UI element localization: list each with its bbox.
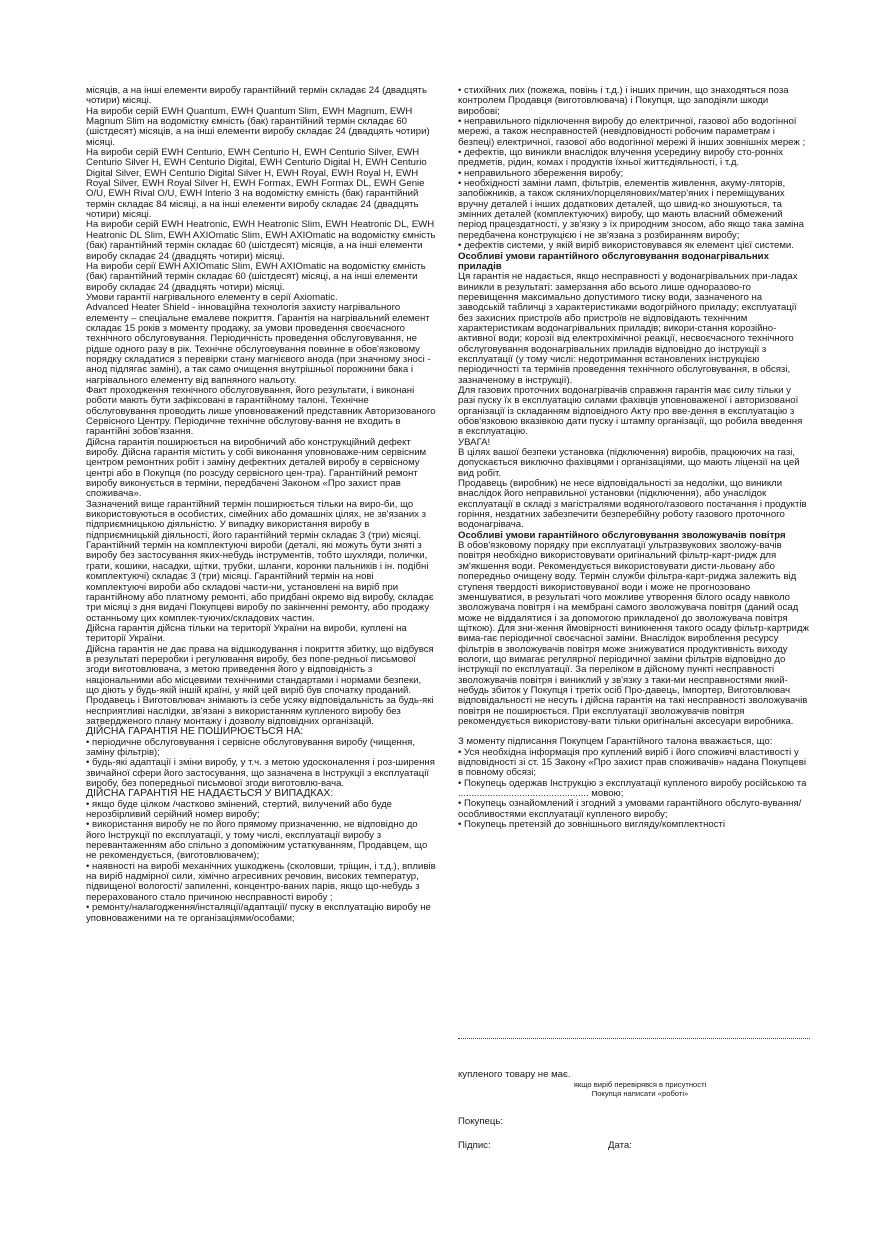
paragraph: Дійсна гарантія не дає права на відшкодування і покриття збитку, що відбувся в результаті переробки і регулювання виробу, без попе-редньої письмової згоди виготовлювача, з метою приведення його у відповідність з національними або місцевими технічними стандартами і нормами безпеки, що діють у будь-якій іншій країні, у якій цей виріб був спочатку проданий. — [86, 643, 434, 696]
presence-note-1: якщо виріб перевірявся в присутності — [573, 1080, 707, 1089]
paragraph: В обов'язковому порядку при експлуатації ультразвукових зволожу-вачів повітря необхідно використовувати оригінальний фільтр-карт-ридж для зм'якшення води. Рекомендується використовувати дисти-льовану або попередньо очищену воду. Термін служби фільтра-карт-риджа залежить від ступеня твердості використовуваної води і може не прогнозовано зменшуватися, в результаті чого можливе утворення білого осаду навколо зволожувача повітря і на мембрані самого зволожувача повітря (даний осад може не віддалятися і за допомогою прикладеної до зволожувача повітря щіткою). Для зни-ження ймовірності виникнення такого осаду фільтр-картридж вима-гає періодичної своєчасної заміни. Внаслідок вироблення ресурсу фільтрів в зволожувачів повітря може знижуватися продуктивність виходу вологи, що вимагає регулярної періодичної заміни фільтрів відповідно до інструкції по експлуатації. За переліком в дійсному пункті несправності зволожувачів повітря і виниклий у зв'язку з таки-ми несправностями який-небудь збиток у Покупця і третіх осіб Про-давець, Імпортер, Виготовлювач відповідальності не несуть і дійсна гарантія на такі несправності зволожувачів повітря не поширюється. При експлуатації зволожувачів повітря рекомендується використову-вати тільки оригінальні аксесуари виробника. — [458, 540, 809, 727]
paragraph: • неправильного збереження виробу; — [458, 167, 624, 179]
signature-label: Підпис: — [458, 1140, 491, 1151]
paragraph: • якщо буде цілком /частково змінений, стертий, вилучений або буде нерозбірливий серійний номер виробу; — [86, 798, 392, 821]
buyer-label: Покупець: — [458, 1116, 504, 1127]
paragraph: Дійсна гарантія поширюється на виробничий або конструкційний дефект виробу. Дійсна гарантія містить у собі виконання уповноваже-ним сервісним центром ремонтних робіт і заміну дефектних деталей виробу в сервісному центрі або в Покупця (по розсуду сервісного цен-тра). Гарантійний ремонт виробу виконується в терміни, передбачені Законом «Про захист прав споживача». — [86, 436, 427, 500]
paragraph: Для газових проточних водонагрівачів справжня гарантія має силу тільки у разі пуску їх в експлуатацію силами фахівців уповноваженої і авторизованої організації із складанням відповідного Акту про вве-дення в експлуатацію з обов'язковою вказівкою дати пуску і штампу організації, що робила введення в експлуатацію. — [458, 384, 803, 438]
paragraph: З моменту підписання Покупцем Гарантійного талона вважається, що: — [458, 736, 773, 748]
paragraph: • ремонту/налагодження/інсталяції/адаптації/ пуску в експлуатацію виробу не уповноваженими на те організаціями/особами; — [86, 902, 431, 924]
paragraph: • Покупець претензій до зовнішнього вигляду/комплектності — [458, 819, 726, 831]
paragraph: • періодичне обслуговування і сервісне обслуговування виробу (чищення, заміну фільтрів); — [86, 736, 415, 758]
paragraph: • Покупець ознайомлений і згодний з умовами гарантійного обслуго-вування/особливостями експлуатації купленого виробу; — [458, 798, 802, 820]
paragraph: • дефектів системи, у якій виріб використовувався як елемент цієї системи. — [458, 240, 794, 252]
paragraph: Продавець (виробник) не несе відповідальності за недоліки, що виникли внаслідок його неправильної установки (підключення), або унаслідок експлуатації в складі з магістралями водяного/газового постачання і продуктів горіння, нездатних забезпечити безперебійну роботу газового проточного водонагрівача. — [458, 478, 807, 531]
paragraph: На вироби серій EWH Heatronic, EWH Heatronic Slim, EWH Heatronic DL, EWH Heatronic DL Slim, EWH AXIOmatic Slim, EWH AXIOmatic на водомістку ємність (бак) гарантійний термін складає 60 (шістдесят) місяців, а на інші елементи виробу складає 24 (двадцять чотири) місяці. — [86, 219, 436, 262]
paragraph: • використання виробу не по його прямому призначенню, не відповідно до його Інструкції по експлуатації, у тому числі, експлуатації виробу з перевантаженням або спільно з допоміжним устаткуванням, Продавцем, що не рекомендується, (виготовлювачем); — [86, 819, 428, 862]
paragraph: УВАГА! — [458, 436, 491, 448]
paragraph: місяців, а на інші елементи виробу гарантійний термін складає 24 (двадцять чотири) місяці. — [86, 85, 427, 107]
paragraph: Ця гарантія не надається, якщо несправності у водонагрівальних при-ладах виникли в результаті: замерзання або всього лише одноразово-го перевищення максимально допустимого тиску води, зазначеного на заводській табличці з характеристиками водогрійного приладу; експлуатації без захисних пристроїв або пристроїв не відповідають технічним характеристикам водонагрівальних приладів; викори-стання корозійно-активної води; корозії від електрохімічної реакції, несвоєчасного технічного обслуговування водонагрівальних приладів відповідно до інструкції з експлуатації (у тому числі: недотримання встановлених інструкцією періодичності та термінів проведення технічного обслуговування, в обсязі, зазначеному в інструкції). — [458, 271, 798, 386]
paragraph: В цілях вашої безпеки установка (підключення) виробів, працюючих на газі, допускається виключно фахівцями і організаціями, що мають ліцензії на цей вид робіт. — [458, 447, 800, 479]
paragraph: Продавець і Виготовлювач знімають із себе усяку відповідальність за будь-які несприятливі наслідки, зв'язані з використанням купленого виробу без затвердженого плану монтажу і дозволу відповідних організацій. — [86, 695, 434, 727]
paragraph: Дійсна гарантія дійсна тільки на території України на вироби, куплені на території України. — [86, 622, 407, 645]
paragraph: На вироби серій EWH Quantum, EWH Quantum Slim, EWH Magnum, EWH Magnum Slim на водомістку ємність (бак) гарантійний термін складає 60 (шістдесят) місяців, а на інші елементи виробу складає 24 (двадцять чотири) місяці. — [86, 105, 430, 148]
paragraph: ДІЙСНА ГАРАНТІЯ НЕ ПОШИРЮЄТЬСЯ НА: — [86, 726, 304, 738]
paragraph: • будь-які адаптації і зміни виробу, у т.ч. з метою удосконалення і роз-ширення звичайної сфери його застосування, що зазначена в Інструкції з експлуатації виробу, без попередньої письмової згоди виготовлю-вача. — [86, 757, 435, 790]
paragraph: • дефектів, що виникли внаслідок влучення усередину виробу сто-ронніх предметів, рідин, комах і продуктів їхньої життєдіяльності, і т.д. — [458, 147, 784, 169]
paragraph: Зазначений вище гарантійний термін поширюється тільки на виро-би, що використовуються в особистих, сімейних або домашніх цілях, не зв'язаних з підприємницькою діяльністю. У випадку використання виробу в підприємницькій діяльності, його гарантійний термін складає 3 (три) місяці. Гарантійний термін на комплектуючі вироби (деталі, які можуть бути зняті з виробу без застосування яких-небудь інструментів, тобто шухляди, полички, грати, кошики, насадки, щітки, трубки, шланги, коронки пальників і ін. подібні комплектуючі) складає 3 (три) місяці. Гарантійний термін на нові комплектуючі вироби або складові части-ни, установлені на виріб при гарантійному або платному ремонті, або придбані окремо від виробу, складає три місяці з дня видачі Покупцеві виробу по закінченні ремонту, або продажу останньому цих комплек-туючих/складових частин. — [86, 498, 434, 624]
paragraph: Факт проходження технічного обслуговування, його результати, і виконані роботи мають бути зафіксовані в гарантійному талоні. Технічне обслуговування проводить лише уповноважений представник Авторизованого Сервісного Центру. Періодичне технічне обслугову-вання не входить в гарантійні зобов'язання. — [86, 384, 436, 438]
paragraph: • Уся необхідна інформація про куплений виріб і його споживчі властивості у відповідності зі ст. 15 Закону «Про захист прав споживачів» надана Покупцеві в повному обсязі; — [458, 746, 806, 779]
paragraph: • стихійних лих (пожежа, повінь і т.д.) і інших причин, що знаходяться поза контролем Продавця (виготовлювача) і Покупця, що заподіяли шкоди виробові; — [458, 85, 789, 117]
paragraph: На вироби серій EWH Centurio, EWH Centurio H, EWH Centurio Silver, EWH Centurio Silver H, EWH Centurio Digital, EWH Centurio Digital H, EWH Centurio Digital Silver, EWH Centurio Digital Silver H, EWH Royal, EWH Royal H, EWH Royal Silver, EWH Royal Silver H, EWH Formax, EWH Formax DL, EWH Genie O/U, EWH Rival O/U, EWH Interio 3 на водомістку ємність (бак) гарантійний термін складає 84 місяці, а на інші елементи виробу складає 24 (двадцять чотири) місяці. — [86, 147, 427, 221]
paragraph: • Покупець одержав Інструкцію з експлуатації купленого виробу російською та ................................................. мовою; — [458, 777, 807, 800]
section-heading: Особливі умови гарантійного обслуговування зволожувачів повітря — [458, 529, 786, 541]
goods-statement: купленого товару не має. — [458, 1069, 571, 1080]
paragraph: • неправильного підключення виробу до електричної, газової або водогінної мережі, а також несправностей (невідповідності робочим параметрам і безпеці) електричної, газової або водогінної мережі й інших зовнішніх мереж ; — [458, 116, 806, 148]
left-column — [86, 86, 436, 924]
presence-note-2: Покупця написати «роботі» — [591, 1089, 689, 1098]
paragraph: • необхідності заміни ламп, фільтрів, елементів живлення, акуму-ляторів, запобіжників, а також скляних/порцелянових/матер'яних і переміщуваних вручну деталей і інших додаткових деталей, що швид-ко зношуються, та змінних деталей (комплектуючих) виробу, що мають власний обмежений період працездатності, у зв'язку з їх природним зносом, або якщо така заміна передбачена конструкцією і не зв'язана з розбиранням виробу; — [458, 178, 804, 241]
section-heading: Особливі умови гарантійного обслуговування водонагрівальних приладів — [458, 250, 769, 272]
paragraph: ДІЙСНА ГАРАНТІЯ НЕ НАДАЄТЬСЯ У ВИПАДКАХ: — [86, 788, 334, 800]
right-column — [458, 86, 810, 830]
signature-divider — [458, 1038, 810, 1039]
paragraph: Advanced Heater Shield - інноваційна технологія захисту нагрівального елементу – спеціальне емалеве покриття. Гарантія на нагрівальний елемент складає 15 років з моменту продажу, за умови проведення своєчасного технічного обслуговування. Періодичність проведення обслуговування, не рідше одного разу в рік. Технічне обслуговування повинне в обов'язковому порядку складатися з перевірки стану магнієвого анода (при значному зносі - анод підлягає заміні), а так само очищення внутрішньої порожнини бака і нагрівального елементу від вапняного нальоту. — [86, 302, 431, 386]
paragraph: На вироби серії EWH AXIOmatic Slim, EWH AXIOmatic на водомістку ємність (бак) гарантійний термін складає 60 (шістдесят) місяці, а на інші елементи виробу складає 24 (двадцять чотири) місяці. — [86, 260, 426, 293]
date-label: Дата: — [608, 1140, 632, 1151]
paragraph: • наявності на виробі механічних ушкоджень (сколовши, тріщин, і т.д.), впливів на виріб надмірної сили, хімічно агресивних речовин, високих температур, підвищеної вологості/ запиленні, концентро-ваних парів, якщо що-небудь з перерахованого стало причиною несправності виробу ; — [86, 860, 436, 903]
paragraph: Умови гарантії нагрівального елементу в серії Axiomatic. — [86, 291, 338, 303]
